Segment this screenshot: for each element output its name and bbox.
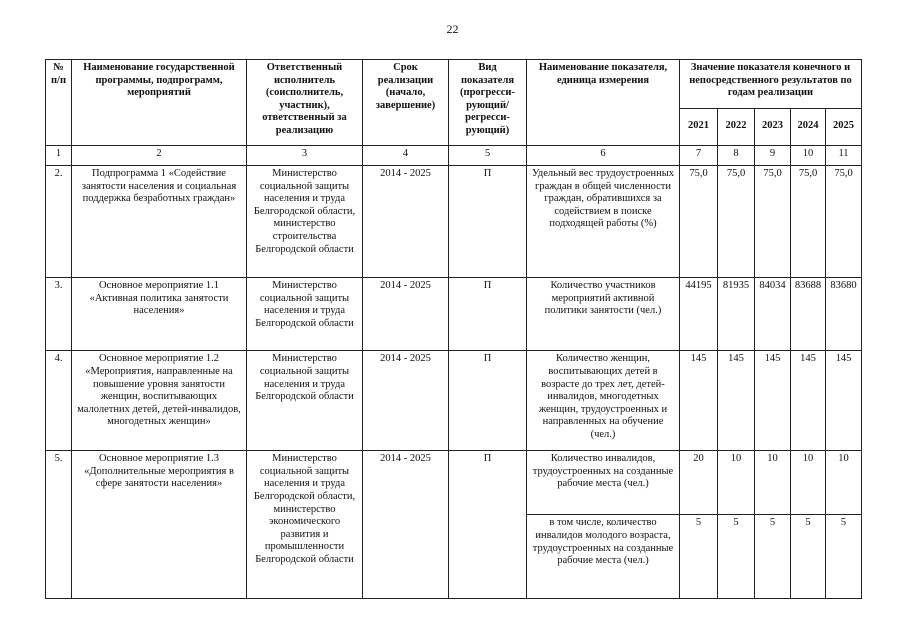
column-number: 7 [680, 145, 718, 165]
column-number: 11 [826, 145, 862, 165]
column-number: 4 [363, 145, 449, 165]
row-value: 10 [718, 451, 755, 515]
row-num: 5. [46, 451, 72, 599]
column-number: 8 [718, 145, 755, 165]
header-row [46, 60, 862, 109]
row-name: Основное мероприятие 1.3 «Дополнительные мероприятия в сфере занятости населения» [72, 451, 247, 599]
row-indicator: Количество участников мероприятий активной политики занятости (чел.) [527, 278, 680, 351]
table-row [46, 451, 862, 515]
row-type: П [449, 165, 527, 277]
row-value: 145 [718, 351, 755, 451]
table-row [46, 351, 862, 451]
row-indicator: Удельный вес трудоустроенных граждан в общей численности граждан, обратившихся за содействием в поиске подходящей работы (%) [527, 165, 680, 277]
row-executor: Министерство социальной защиты населения и труда Белгородской области, министерство экономического развития и промышленности Белгородской области [247, 451, 363, 599]
indicators-table [45, 59, 862, 599]
row-value: 83688 [791, 278, 826, 351]
row-num: 4. [46, 351, 72, 451]
row-indicator: Количество женщин, воспитывающих детей в возрасте до трех лет, детей-инвалидов, многодетных женщин, трудоустроенных и направленных на обучение (чел.) [527, 351, 680, 451]
row-sub-indicator: в том числе, количество инвалидов молодого возраста, трудоустроенных на созданные рабочие места (чел.) [527, 515, 680, 599]
row-value: 20 [680, 451, 718, 515]
column-number: 3 [247, 145, 363, 165]
row-type: П [449, 278, 527, 351]
header-num: № п/п [46, 60, 72, 146]
row-executor: Министерство социальной защиты населения и труда Белгородской области [247, 278, 363, 351]
row-period: 2014 - 2025 [363, 451, 449, 599]
row-period: 2014 - 2025 [363, 351, 449, 451]
table-row [46, 165, 862, 277]
row-value: 75,0 [680, 165, 718, 277]
row-value: 75,0 [826, 165, 862, 277]
row-sub-value: 5 [680, 515, 718, 599]
row-num: 3. [46, 278, 72, 351]
column-number: 5 [449, 145, 527, 165]
row-name: Основное мероприятие 1.2 «Мероприятия, направленные на повышение уровня занятости женщин, воспитывающих малолетних детей, детей-инвалидов, многодетных женщин» [72, 351, 247, 451]
header-values-group: Значение показателя конечного и непосредственного результатов по годам реализации [680, 60, 862, 109]
row-value: 75,0 [791, 165, 826, 277]
table-row [46, 278, 862, 351]
row-executor: Министерство социальной защиты населения и труда Белгородской области, министерство строительства Белгородской области [247, 165, 363, 277]
row-executor: Министерство социальной защиты населения и труда Белгородской области [247, 351, 363, 451]
header-name: Наименование государственной программы, подпрограмм, мероприятий [72, 60, 247, 146]
header-executor: Ответственный исполнитель (соисполнитель, участник), ответственный за реализацию [247, 60, 363, 146]
row-sub-value: 5 [755, 515, 791, 599]
header-indicator-name: Наименование показателя, единица измерения [527, 60, 680, 146]
column-number: 9 [755, 145, 791, 165]
row-value: 44195 [680, 278, 718, 351]
row-sub-value: 5 [718, 515, 755, 599]
row-sub-value: 5 [791, 515, 826, 599]
row-period: 2014 - 2025 [363, 278, 449, 351]
row-period: 2014 - 2025 [363, 165, 449, 277]
header-year: 2021 [680, 108, 718, 145]
row-value: 83680 [826, 278, 862, 351]
header-year: 2024 [791, 108, 826, 145]
row-value: 75,0 [755, 165, 791, 277]
row-num: 2. [46, 165, 72, 277]
column-number: 6 [527, 145, 680, 165]
row-value: 145 [755, 351, 791, 451]
header-indicator-type: Вид показателя (прогресси-рующий/ регресси-рующий) [449, 60, 527, 146]
row-value: 145 [680, 351, 718, 451]
row-indicator: Количество инвалидов, трудоустроенных на созданные рабочие места (чел.) [527, 451, 680, 515]
header-year: 2025 [826, 108, 862, 145]
header-year: 2023 [755, 108, 791, 145]
row-value: 10 [791, 451, 826, 515]
row-name: Подпрограмма 1 «Содействие занятости населения и социальная поддержка безработных граждан» [72, 165, 247, 277]
row-value: 145 [791, 351, 826, 451]
row-value: 10 [826, 451, 862, 515]
row-type: П [449, 351, 527, 451]
row-value: 81935 [718, 278, 755, 351]
row-value: 10 [755, 451, 791, 515]
row-value: 145 [826, 351, 862, 451]
row-name: Основное мероприятие 1.1 «Активная политика занятости населения» [72, 278, 247, 351]
row-value: 84034 [755, 278, 791, 351]
page-number: 22 [446, 22, 459, 36]
row-value: 75,0 [718, 165, 755, 277]
row-sub-value: 5 [826, 515, 862, 599]
column-number: 1 [46, 145, 72, 165]
header-year: 2022 [718, 108, 755, 145]
header-period: Срок реализации (начало, завершение) [363, 60, 449, 146]
column-number: 10 [791, 145, 826, 165]
row-type: П [449, 451, 527, 599]
column-number-row [46, 145, 862, 165]
column-number: 2 [72, 145, 247, 165]
